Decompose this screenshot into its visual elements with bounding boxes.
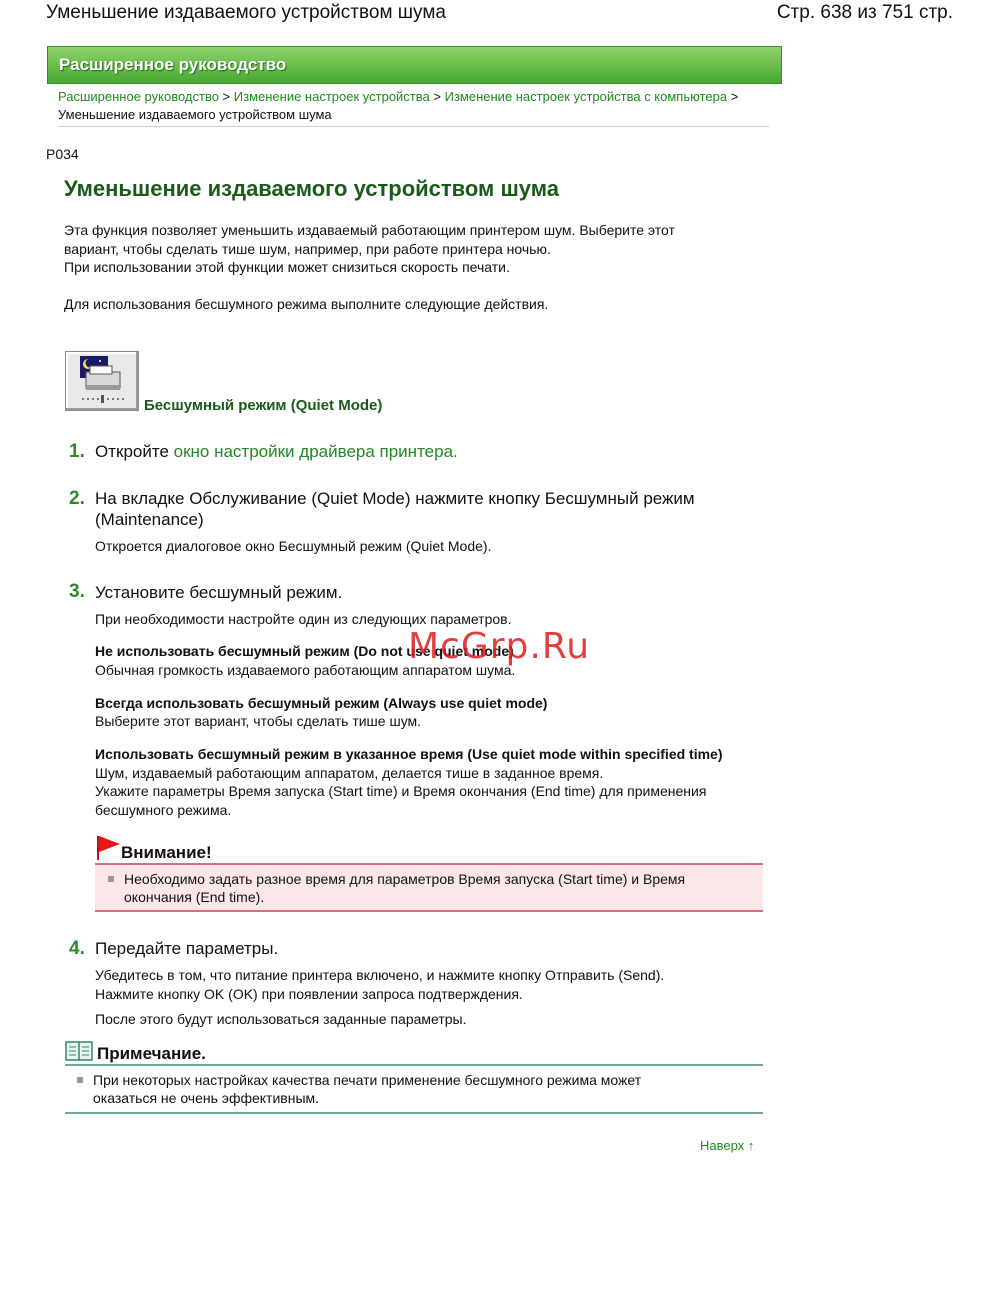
breadcrumb-link-device-settings[interactable]: Изменение настроек устройства bbox=[233, 89, 430, 104]
step-heading: Установите бесшумный режим. bbox=[95, 583, 343, 602]
step-heading bbox=[95, 441, 755, 462]
bullet-icon bbox=[77, 1077, 83, 1083]
quiet-mode-icon bbox=[65, 351, 139, 411]
option-title: Всегда использовать бесшумный режим (Always use quiet mode) bbox=[95, 695, 548, 711]
option-description: бесшумного режима. bbox=[95, 802, 232, 818]
note-text: оказаться не очень эффективным. bbox=[93, 1090, 320, 1106]
breadcrumb-current: Уменьшение издаваемого устройством шума bbox=[58, 107, 332, 122]
breadcrumb-divider bbox=[58, 126, 769, 127]
option-description: Обычная громкость издаваемого работающим аппаратом шума. bbox=[95, 662, 516, 678]
note-divider bbox=[65, 1112, 763, 1114]
breadcrumb bbox=[58, 88, 748, 124]
page-counter: Стр. 638 из 751 стр. bbox=[776, 2, 953, 23]
breadcrumb-separator: > bbox=[218, 89, 234, 104]
caution-title: Внимание! bbox=[121, 843, 212, 862]
note-title: Примечание. bbox=[97, 1044, 206, 1063]
step-number: 4. bbox=[69, 938, 85, 959]
section-banner bbox=[47, 46, 782, 84]
step-number: 3. bbox=[69, 581, 85, 602]
breadcrumb-link-settings-from-computer[interactable]: Изменение настроек устройства с компьютера bbox=[444, 89, 728, 104]
bullet-icon bbox=[108, 876, 114, 882]
breadcrumb-separator: > bbox=[429, 89, 445, 104]
page-title: Уменьшение издаваемого устройством шума bbox=[64, 176, 559, 201]
breadcrumb-separator: > bbox=[727, 89, 739, 104]
option-description: Шум, издаваемый работающим аппаратом, делается тише в заданное время. bbox=[95, 765, 604, 781]
note-book-icon bbox=[65, 1040, 93, 1067]
watermark: McGrp.Ru bbox=[408, 626, 591, 667]
option-title: Не использовать бесшумный режим (Do not use quiet mode) bbox=[95, 643, 514, 659]
step-heading: (Maintenance) bbox=[95, 510, 204, 529]
option-description: Укажите параметры Время запуска (Start time) и Время окончания (End time) для применения bbox=[95, 783, 707, 799]
step-description: Нажмите кнопку OK (OK) при появлении запроса подтверждения. bbox=[95, 986, 523, 1002]
caution-text: окончания (End time). bbox=[124, 889, 265, 905]
step-heading: Передайте параметры. bbox=[95, 939, 279, 958]
intro-line: Эта функция позволяет уменьшить издаваемый работающим принтером шум. Выберите этот bbox=[64, 222, 675, 238]
option-description: Выберите этот вариант, чтобы сделать тише шум. bbox=[95, 713, 422, 729]
page-header-title: Уменьшение издаваемого устройством шума bbox=[46, 2, 446, 23]
intro-line: вариант, чтобы сделать тише шум, например, при работе принтера ночью. bbox=[64, 241, 551, 257]
intro-line: Для использования бесшумного режима выполните следующие действия. bbox=[64, 296, 549, 312]
note-text: При некоторых настройках качества печати применение бесшумного режима может bbox=[93, 1072, 642, 1088]
intro-line: При использовании этой функции может снизиться скорость печати. bbox=[64, 259, 510, 275]
step-heading: На вкладке Обслуживание (Quiet Mode) нажмите кнопку Бесшумный режим bbox=[95, 489, 695, 508]
step-number: 2. bbox=[69, 488, 85, 509]
step-number: 1. bbox=[69, 441, 85, 462]
step-text: Откройте bbox=[95, 442, 174, 461]
breadcrumb-link-advanced-guide[interactable]: Расширенное руководство bbox=[58, 89, 219, 104]
back-to-top-link[interactable]: Наверх ↑ bbox=[700, 1138, 755, 1153]
step-description: Убедитесь в том, что питание принтера включено, и нажмите кнопку Отправить (Send). bbox=[95, 967, 665, 983]
step-description: При необходимости настройте один из следующих параметров. bbox=[95, 611, 512, 627]
driver-settings-link[interactable]: окно настройки драйвера принтера. bbox=[173, 442, 458, 461]
mode-label: Бесшумный режим (Quiet Mode) bbox=[144, 397, 383, 414]
step-description: После этого будут использоваться заданные параметры. bbox=[95, 1011, 467, 1027]
note-divider bbox=[65, 1064, 763, 1066]
option-title: Использовать бесшумный режим в указанное время (Use quiet mode within specified time) bbox=[95, 746, 723, 762]
banner-label: Расширенное руководство bbox=[59, 55, 287, 74]
caution-text: Необходимо задать разное время для параметров Время запуска (Start time) и Время bbox=[124, 871, 686, 887]
caution-flag-icon bbox=[96, 835, 122, 866]
step-description: Откроется диалоговое окно Бесшумный режим (Quiet Mode). bbox=[95, 538, 492, 554]
document-code: P034 bbox=[46, 146, 79, 162]
